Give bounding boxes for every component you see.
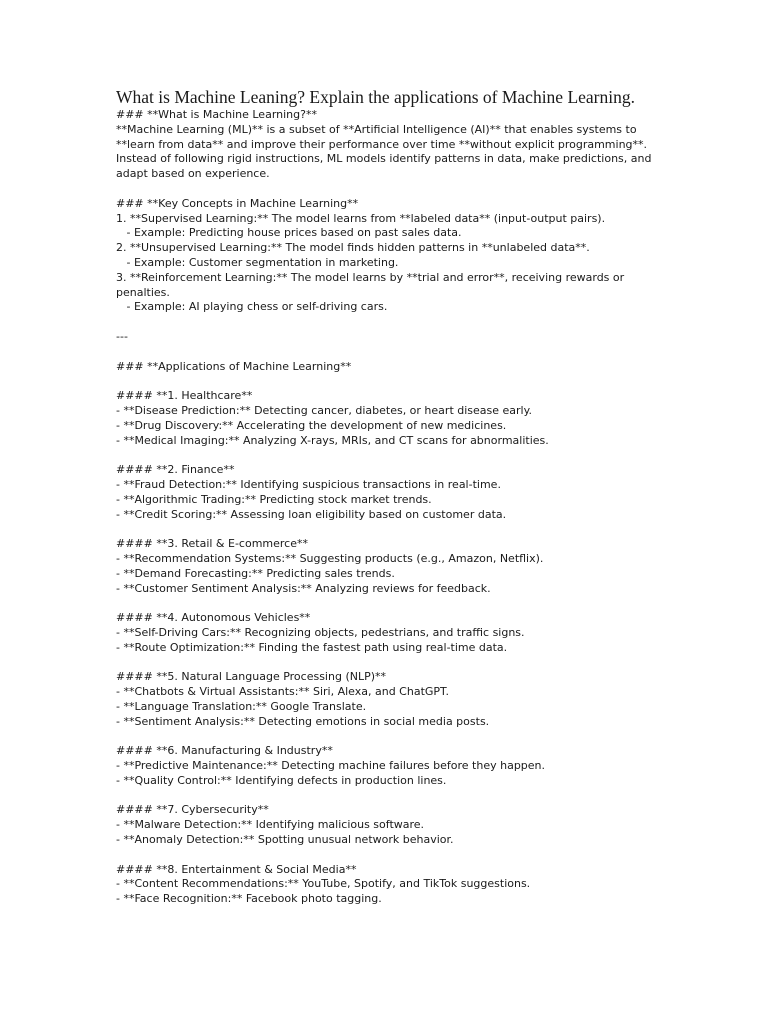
text-line: --- — [116, 329, 128, 343]
text-line: #### **2. Finance** — [116, 463, 235, 477]
text-line: #### **3. Retail & E-commerce** — [116, 537, 309, 551]
text-line: #### **6. Manufacturing & Industry** — [116, 744, 333, 758]
blank-line — [116, 522, 676, 537]
text-line: Instead of following rigid instructions, ML models identify patterns in data, make predictions, and — [116, 152, 652, 166]
text-line: - **Route Optimization:** Finding the fastest path using real-time data. — [116, 640, 508, 654]
text-line: - **Credit Scoring:** Assessing loan eligibility based on customer data. — [116, 507, 507, 521]
blank-line — [116, 789, 676, 804]
text-line: adapt based on experience. — [116, 167, 270, 181]
text-line: - **Anomaly Detection:** Spotting unusual network behavior. — [116, 833, 454, 847]
blank-line — [116, 374, 676, 389]
blank-line — [116, 848, 676, 863]
blank-line — [116, 315, 676, 330]
text-line: 1. **Supervised Learning:** The model learns from **labeled data** (input-output pairs). — [116, 211, 606, 225]
text-line: ### **Applications of Machine Learning** — [116, 359, 352, 373]
text-line: - **Sentiment Analysis:** Detecting emotions in social media posts. — [116, 714, 490, 728]
text-line: - **Fraud Detection:** Identifying suspicious transactions in real-time. — [116, 477, 501, 491]
text-line: - **Chatbots & Virtual Assistants:** Siri, Alexa, and ChatGPT. — [116, 685, 449, 699]
document-lines — [116, 108, 676, 907]
text-line: - **Disease Prediction:** Detecting cancer, diabetes, or heart disease early. — [116, 403, 533, 417]
text-line: ### **Key Concepts in Machine Learning** — [116, 196, 359, 210]
text-line: 2. **Unsupervised Learning:** The model finds hidden patterns in **unlabeled data**. — [116, 241, 590, 255]
blank-line — [116, 729, 676, 744]
document-title: What is Machine Leaning? Explain the applications of Machine Learning. — [116, 87, 635, 107]
text-line: - **Drug Discovery:** Accelerating the development of new medicines. — [116, 418, 507, 432]
blank-line — [116, 596, 676, 611]
text-line: - **Content Recommendations:** YouTube, Spotify, and TikTok suggestions. — [116, 877, 531, 891]
text-line: - **Recommendation Systems:** Suggesting products (e.g., Amazon, Netflix). — [116, 551, 544, 565]
blank-line — [116, 182, 676, 197]
text-line: - **Predictive Maintenance:** Detecting machine failures before they happen. — [116, 759, 546, 773]
text-line: - **Self-Driving Cars:** Recognizing objects, pedestrians, and traffic signs. — [116, 625, 525, 639]
text-line: - **Face Recognition:** Facebook photo tagging. — [116, 892, 382, 906]
text-line: ### **What is Machine Learning?** — [116, 108, 317, 121]
text-line: #### **5. Natural Language Processing (NLP)** — [116, 670, 387, 684]
text-line: - Example: Customer segmentation in marketing. — [116, 255, 399, 269]
text-line: - **Customer Sentiment Analysis:** Analyzing reviews for feedback. — [116, 581, 491, 595]
blank-line — [116, 655, 676, 670]
text-line: #### **1. Healthcare** — [116, 389, 253, 403]
text-line: penalties. — [116, 285, 170, 299]
text-line: - **Medical Imaging:** Analyzing X-rays, MRIs, and CT scans for abnormalities. — [116, 433, 549, 447]
blank-line — [116, 345, 676, 360]
text-line: - **Demand Forecasting:** Predicting sales trends. — [116, 566, 395, 580]
text-line: - **Algorithmic Trading:** Predicting stock market trends. — [116, 492, 432, 506]
text-line: - **Quality Control:** Identifying defects in production lines. — [116, 773, 447, 787]
text-line: - Example: Predicting house prices based on past sales data. — [116, 226, 462, 240]
text-line: - **Language Translation:** Google Translate. — [116, 699, 367, 713]
blank-line — [116, 448, 676, 463]
text-line: - **Malware Detection:** Identifying malicious software. — [116, 818, 425, 832]
text-line: 3. **Reinforcement Learning:** The model learns by **trial and error**, receiving rewards or — [116, 270, 625, 284]
text-line: **Machine Learning (ML)** is a subset of **Artificial Intelligence (AI)** that enables systems to — [116, 122, 637, 136]
text-line: #### **8. Entertainment & Social Media** — [116, 862, 357, 876]
text-line: **learn from data** and improve their performance over time **without explicit programming**. — [116, 137, 648, 151]
document-body — [116, 87, 676, 907]
text-line: #### **4. Autonomous Vehicles** — [116, 611, 311, 625]
text-line: #### **7. Cybersecurity** — [116, 803, 269, 817]
text-line: - Example: AI playing chess or self-driving cars. — [116, 300, 388, 314]
